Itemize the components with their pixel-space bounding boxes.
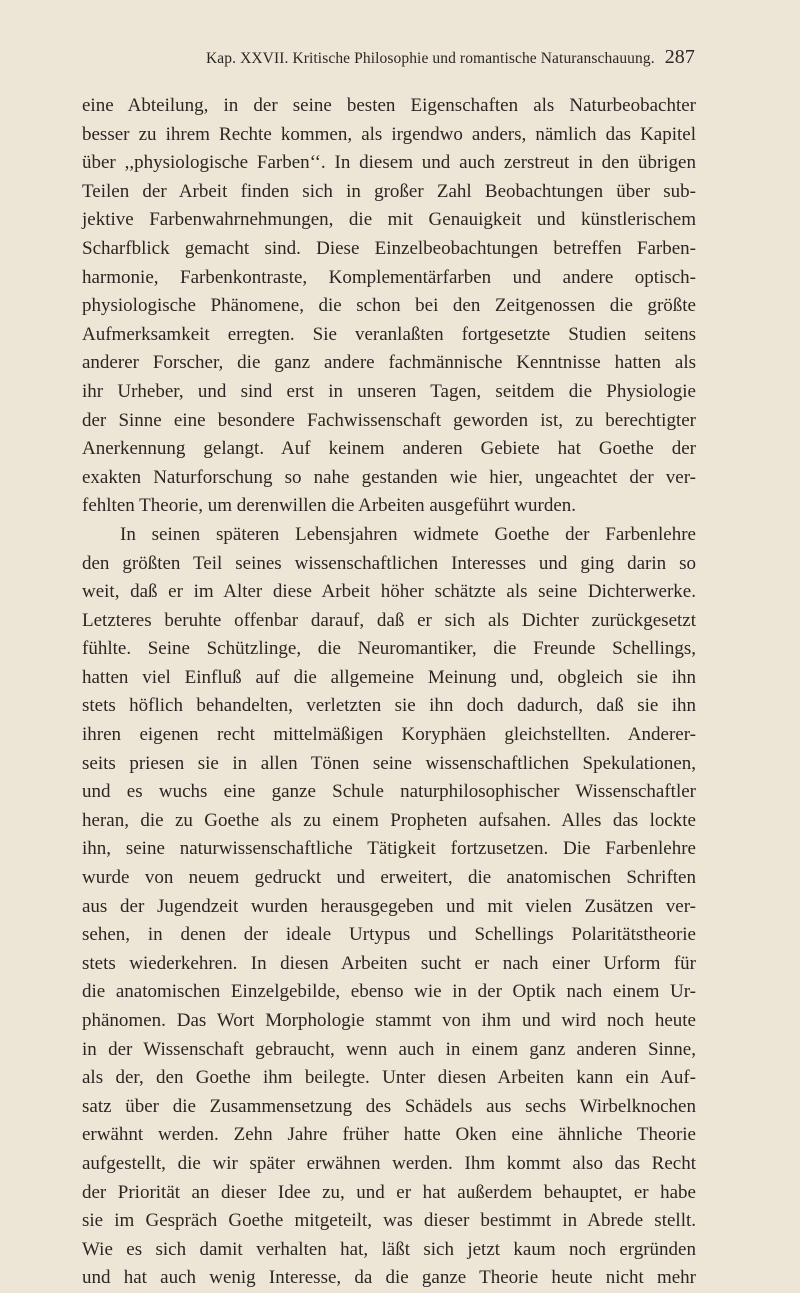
text-line: phänomen. Das Wort Morphologie stammt von ihm und wird noch heute: [82, 1010, 696, 1031]
text-line-paragraph-end: fehlten Theorie, um derenwillen die Arbeiten ausgeführt wurden.: [82, 495, 577, 517]
text-line: ihren eigenen recht mittelmäßigen Koryphäen gleichstellten. Anderer-: [82, 724, 696, 746]
running-title: Kap. XXVII. Kritische Philosophie und romantische Naturanschauung.: [206, 50, 655, 67]
text-line: heran, die zu Goethe als zu einem Propheten aufsahen. Alles das lockte: [82, 809, 696, 831]
body-text: [82, 92, 696, 1293]
text-line: in der Wissenschaft gebraucht, wenn auch in einem ganz anderen Sinne,: [82, 1038, 696, 1060]
text-line: besser zu ihrem Rechte kommen, als irgendwo anders, nämlich das Kapitel: [82, 123, 696, 145]
text-line-paragraph-start: In seinen späteren Lebensjahren widmete Goethe der Farbenlehre: [120, 523, 696, 545]
text-line: die anatomischen Einzelgebilde, ebenso wie in der Optik nach einem Ur-: [82, 981, 696, 1003]
text-line: exakten Naturforschung so nahe gestanden wie hier, ungeachtet der ver-: [82, 466, 696, 488]
page-number: 287: [664, 46, 695, 68]
text-line: den größten Teil seines wissenschaftlichen Interesses und ging darin so: [82, 552, 696, 574]
text-line: Letzteres beruhte offenbar darauf, daß er sich als Dichter zurückgesetzt: [82, 609, 696, 631]
text-line: Scharfblick gemacht sind. Diese Einzelbeobachtungen betreffen Farben-: [82, 237, 696, 259]
text-line: sehen, in denen der ideale Urtypus und Schellings Polaritätstheorie: [82, 924, 696, 946]
text-line: als der, den Goethe ihm beilegte. Unter diesen Arbeiten kann ein Auf-: [82, 1067, 696, 1089]
text-line: wurde von neuem gedruckt und erweitert, die anatomischen Schriften: [82, 867, 696, 889]
text-line: Teilen der Arbeit finden sich in großer Zahl Beobachtungen über sub-: [82, 180, 696, 202]
text-line: Wie es sich damit verhalten hat, läßt sich jetzt kaum noch ergründen: [82, 1238, 696, 1260]
text-line: aufgestellt, die wir später erwähnen werden. Ihm kommt also das Recht: [82, 1152, 696, 1174]
text-line: jektive Farbenwahrnehmungen, die mit Genauigkeit und künstlerischem: [82, 209, 696, 231]
text-line: erwähnt werden. Zehn Jahre früher hatte Oken eine ähnliche Theorie: [82, 1124, 696, 1146]
text-line: und hat auch wenig Interesse, da die ganze Theorie heute nicht mehr: [82, 1267, 696, 1289]
text-line: der Sinne eine besondere Fachwissenschaft geworden ist, zu berechtigter: [82, 409, 696, 431]
text-line: eine Abteilung, in der seine besten Eigenschaften als Naturbeobachter: [82, 95, 696, 116]
text-line: fühlte. Seine Schützlinge, die Neuromantiker, die Freunde Schellings,: [82, 638, 696, 660]
text-line: stets wiederkehren. In diesen Arbeiten sucht er nach einer Urform für: [82, 952, 696, 974]
text-line: über ,,physiologische Farben‘‘. In diesem und auch zerstreut in den übrigen: [82, 152, 696, 174]
text-line: physiologische Phänomene, die schon bei den Zeitgenossen die größte: [82, 295, 696, 317]
text-line: stets höflich behandelten, verletzten sie ihn doch dadurch, daß sie ihn: [82, 695, 696, 717]
text-line: weit, daß er im Alter diese Arbeit höher schätzte als seine Dichterwerke.: [82, 581, 696, 603]
text-line: hatten viel Einfluß auf die allgemeine Meinung und, obgleich sie ihn: [82, 666, 696, 688]
text-line: der Priorität an dieser Idee zu, und er hat außerdem behauptet, er habe: [82, 1181, 696, 1203]
text-line: und es wuchs eine ganze Schule naturphilosophischer Wissenschaftler: [82, 781, 696, 803]
text-line: harmonie, Farbenkontraste, Komplementärfarben und andere optisch-: [82, 266, 696, 288]
text-line: seits priesen sie in allen Tönen seine wissenschaftlichen Spekulationen,: [82, 752, 696, 774]
text-line: anderer Forscher, die ganz andere fachmännische Kenntnisse hatten als: [82, 352, 696, 374]
text-line: aus der Jugendzeit wurden herausgegeben und mit vielen Zusätzen ver-: [82, 895, 696, 917]
text-line: sie im Gespräch Goethe mitgeteilt, was dieser bestimmt in Abrede stellt.: [82, 1210, 696, 1232]
text-line: Aufmerksamkeit erregten. Sie veranlaßten fortgesetzte Studien seitens: [82, 323, 696, 345]
text-line: Anerkennung gelangt. Auf keinem anderen Gebiete hat Goethe der: [82, 438, 696, 460]
text-line: satz über die Zusammensetzung des Schädels aus sechs Wirbelknochen: [82, 1095, 696, 1117]
text-line: ihn, seine naturwissenschaftliche Tätigkeit fortzusetzen. Die Farbenlehre: [82, 838, 696, 860]
running-header: [0, 46, 695, 69]
text-line: ihr Urheber, und sind erst in unseren Tagen, seitdem die Physiologie: [82, 380, 696, 402]
